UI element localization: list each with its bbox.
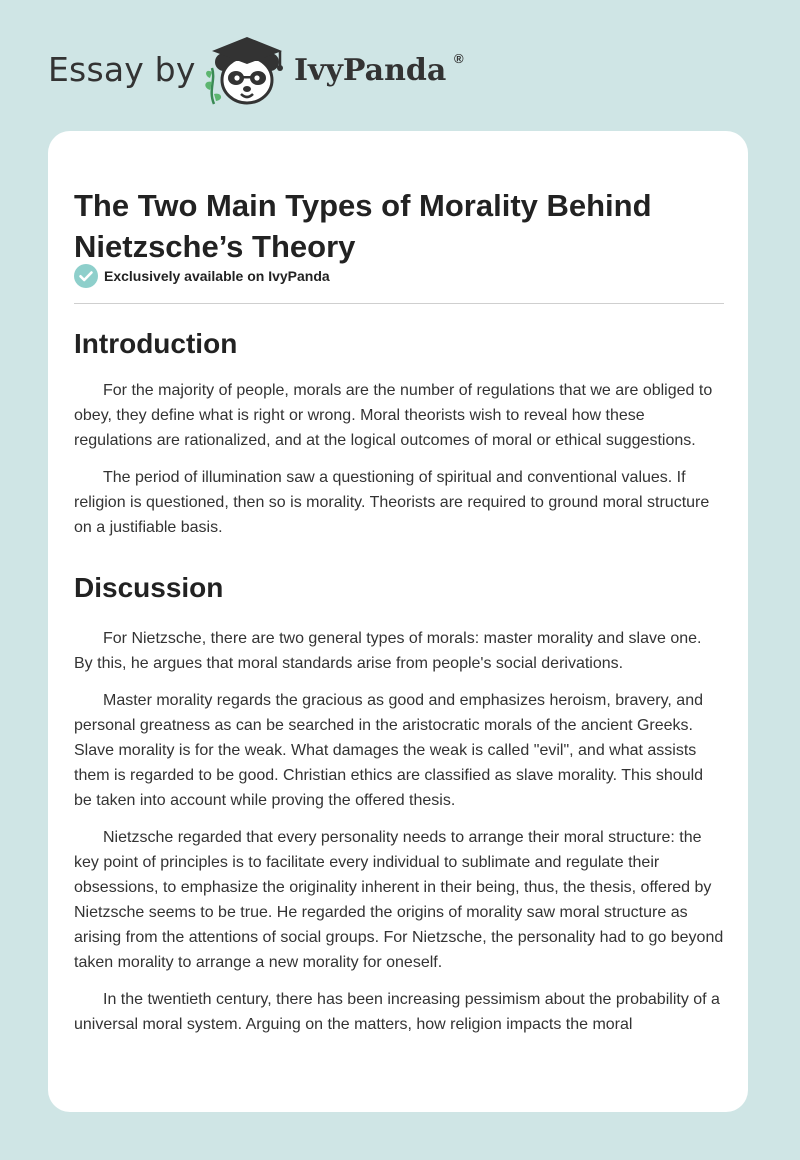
panda-graduate-icon xyxy=(200,34,290,110)
paragraph: Master morality regards the gracious as good and emphasizes heroism, bravery, and personal greatness as can be searched in the aristocratic morals of the ancient Greeks. Slave morality is for the weak. What damages the weak is called "evil", and what assists them is regarded to be good. Christian ethics are classified as slave morality. This should be taken into account while proving the offered thesis. xyxy=(74,692,704,809)
divider xyxy=(74,303,724,304)
section-heading: Discussion xyxy=(74,572,224,603)
section-introduction xyxy=(74,327,724,552)
brand-name: IvyPanda xyxy=(294,53,447,88)
paragraph: For Nietzsche, there are two general types of morals: master morality and slave one. By this, he argues that moral standards arise from people's social derivations. xyxy=(74,630,702,672)
check-badge-icon xyxy=(74,264,98,288)
registered-mark: ® xyxy=(454,51,464,66)
paragraph: Nietzsche regarded that every personality needs to arrange their moral structure: the key point of principles is to facilitate every individual to sublimate and regulate their obsessions, to emphasize the originality inherent in their being, thus, the thesis, offered by Nietzsche seems to be true. He regarded the origins of morality saw moral structure as arising from the attentions of social groups. For Nietzsche, the personality had to go beyond taken morality to arrange a new morality for oneself. xyxy=(74,829,724,971)
essay-card xyxy=(48,131,748,1112)
page-title: The Two Main Types of Morality Behind Nietzsche’s Theory xyxy=(74,187,652,264)
paragraph: For the majority of people, morals are the number of regulations that we are obliged to obey, they define what is right or wrong. Moral theorists wish to reveal how these regulations are rationalized, and at the logical outcomes of moral or ethical suggestions. xyxy=(74,382,713,449)
section-discussion xyxy=(74,571,724,1049)
brand-prefix: Essay by xyxy=(48,50,196,89)
section-heading: Introduction xyxy=(74,328,238,359)
brand-header[interactable] xyxy=(48,34,488,114)
paragraph: In the twentieth century, there has been increasing pessimism about the probability of a universal moral system. Arguing on the matters, how religion impacts the moral xyxy=(74,991,720,1033)
paragraph: The period of illumination saw a questioning of spiritual and conventional values. If religion is questioned, then so is morality. Theorists are required to ground moral structure on a justifiable basis. xyxy=(74,469,710,536)
badge-label: Exclusively available on IvyPanda xyxy=(104,268,330,284)
exclusive-badge xyxy=(74,264,330,288)
